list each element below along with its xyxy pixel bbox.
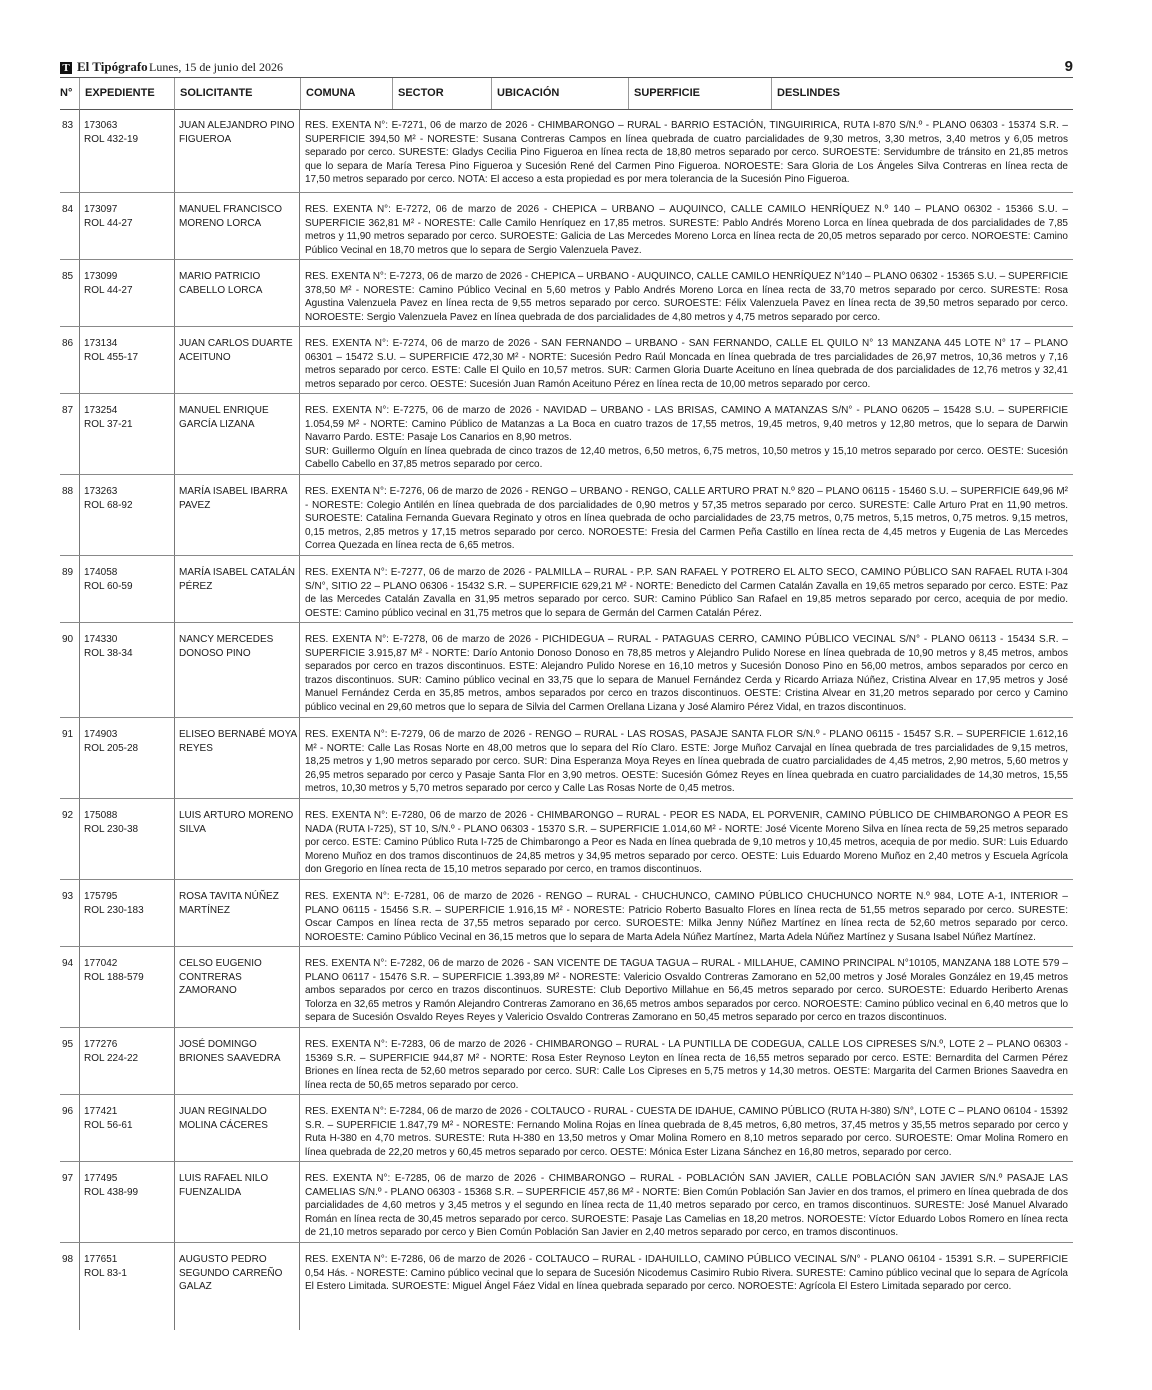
- table-row: [60, 880, 1073, 947]
- solicitante-cell: JUAN REGINALDO MOLINA CÁCERES: [179, 1106, 268, 1131]
- row-number: 90: [62, 634, 74, 645]
- rol-number: ROL 455-17: [84, 351, 139, 363]
- expediente-cell: [84, 270, 169, 297]
- expediente-cell: [84, 404, 169, 431]
- table-row: [60, 327, 1073, 394]
- description-cell: [305, 404, 1068, 472]
- description-cell: RES. EXENTA N°: E-7274, 06 de marzo de 2026 - SAN FERNANDO – URBANO - SAN FERNANDO, CALLE EL QUILO N° 13 MANZANA 445 LOTE N° 17 – PLANO 06301 – 15472 S.U. – SUPERFICIE 472,30 M² - NORTE: Sucesión Pedro Raúl Moncada en línea quebrada de tres parcialidades de 26,97 metros, 10,36 metros y 7,16 metros separado por cerco. ESTE: Calle El Quilo en 10,57 metros. SUR: Carmen Gloria Duarte Aceituno en línea quebrada de dos parcialidades de 12,76 metros y 32,41 metros separado por cerco. OESTE: Sucesión Juan Ramón Aceituno Pérez en línea recta de 10,00 metros separado por cerco.: [305, 338, 1068, 390]
- table-row: [60, 799, 1073, 880]
- expediente-number: 174058: [84, 567, 118, 578]
- description-paragraph: RES. EXENTA N°: E-7275, 06 de marzo de 2026 - NAVIDAD – URBANO - LAS BRISAS, CAMINO A MATANZAS S/N° - PLANO 06205 – 15428 S.U. – SUPERFICIE 1.054,59 M² - NORTE: Camino Público de Matanzas a La Boca en cuatro trazos de 17,55 metros, 19,45 metros, 9,40 metros y 12,80 metros, que lo separa de Darwin Navarro Pardo. ESTE: Pasaje Los Canarios en 8,90 metros.: [305, 405, 1068, 443]
- solicitante-cell: MARÍA ISABEL IBARRA PAVEZ: [179, 486, 288, 511]
- table-row: [60, 1028, 1073, 1095]
- row-number: 94: [62, 958, 74, 969]
- expediente-cell: [84, 809, 169, 836]
- table-row: [60, 1243, 1073, 1330]
- solicitante-cell: MANUEL ENRIQUE GARCÍA LIZANA: [179, 405, 269, 430]
- rol-number: ROL 438-99: [84, 1186, 139, 1198]
- expediente-cell: [84, 337, 169, 364]
- expediente-cell: [84, 633, 169, 660]
- rol-number: ROL 38-34: [84, 647, 133, 659]
- records-table: [60, 109, 1073, 1330]
- rol-number: ROL 432-19: [84, 133, 139, 145]
- solicitante-cell: LUIS ARTURO MORENO SILVA: [179, 810, 294, 835]
- description-cell: RES. EXENTA N°: E-7276, 06 de marzo de 2026 - RENGO – URBANO - RENGO, CALLE ARTURO PRAT N.º 820 – PLANO 06115 - 15460 S.U. – SUPERFICIE 649,96 M² - NORESTE: Colegio Antilén en línea quebrada de dos parcialidades de 0,90 metros y 57,35 metros separado por cerco. SURESTE: Calle Arturo Prat en 11,90 metros. SUROESTE: Catalina Fernanda Guevara Reginato y otros en línea quebrada de ocho parcialidades de 23,75 metros, 0,75 metros, 5,15 metros, 0,75 metros. 9,15 metros, 0,15 metros, 2,85 metros y 17,15 metros separado por cerco. NOROESTE: Fresia del Carmen Peña Castillo en línea recta de 4,45 metros y Eugenia de Las Mercedes Correa Quezada en línea recta de 6,65 metros.: [305, 486, 1068, 551]
- table-row: [60, 475, 1073, 556]
- expediente-cell: [84, 203, 169, 230]
- description-cell: RES. EXENTA N°: E-7285, 06 de marzo de 2026 - CHIMBARONGO – RURAL - POBLACIÓN SAN JAVIER, CALLE POBLACIÓN SAN JAVIER S/N.º PASAJE LAS CAMELIAS S/N.º - PLANO 06303 - 15368 S.R. – SUPERFICIE 457,86 M² - NORTE: Bien Común Población San Javier en dos tramos, el primero en línea quebrada de dos parcialidades de 4,60 metros y 3,45 metros y el segundo en línea recta de 11,40 metros separado por cerco, en tramos discontinuos. SURESTE: José Manuel Alvarado Román en línea recta de 30,45 metros separado por cerco. SUROESTE: Pasaje Las Camelias en 18,20 metros. NOROESTE: Víctor Eduardo Lobos Romero en línea recta de 21,10 metros separado por cerco y Bien Común Población San Javier en 2,40 metros separado por cerco, en tramos discontinuos.: [305, 1173, 1068, 1238]
- description-cell: RES. EXENTA N°: E-7273, 06 de marzo de 2026 - CHEPICA – URBANO - AUQUINCO, CALLE CAMILO HENRÍQUEZ N°140 – PLANO 06302 - 15365 S.U. – SUPERFICIE 378,50 M² - NORESTE: Camino Público Vecinal en 5,60 metros y Pablo Andrés Moreno Lorca en línea recta de 33,70 metros separado por cerco. SURESTE: Rosa Agustina Valenzuela Pavez en línea recta de 9,55 metros separado por cerco. SUROESTE: Félix Valenzuela Pavez en línea recta de 39,50 metros separado por cerco. NOROESTE: Sergio Valenzuela Pavez en línea quebrada de dos parcialidades de 4,80 metros y 4,75 metros separado por cerco.: [305, 271, 1068, 323]
- row-number: 92: [62, 810, 74, 821]
- description-cell: RES. EXENTA N°: E-7286, 06 de marzo de 2026 - COLTAUCO – RURAL - IDAHUILLO, CAMINO PÚBLICO VECINAL S/N° - PLANO 06104 - 15391 S.R. – SUPERFICIE 0,54 Hás. - NORESTE: Camino público vecinal que lo separa de Sucesión Nicodemus Casimiro Rubio Rivera. SURESTE: Camino público vecinal que lo separa de Agrícola El Estero Limitada. SUROESTE: Miguel Ángel Fáez Vidal en línea quebrada separado por cerco. NOROESTE: Agrícola El Estero Limitada separado por cerco.: [305, 1254, 1068, 1292]
- description-cell: RES. EXENTA N°: E-7283, 06 de marzo de 2026 - CHIMBARONGO – RURAL - LA PUNTILLA DE CODEGUA, CALLE LOS CIPRESES S/N.º, LOTE 2 – PLANO 06303 - 15369 S.R. – SUPERFICIE 944,87 M² - NORTE: Rosa Ester Reynoso Leyton en línea recta de 16,55 metros separado por cerco. ESTE: Bernardita del Carmen Pérez Briones en línea recta de 52,60 metros separado por cerco. SUR: Calle Los Cipreses en 5,75 metros y 14,30 metros. OESTE: Margarita del Carmen Briones Saavedra en línea recta de 50,65 metros separado por cerco.: [305, 1039, 1068, 1091]
- description-cell: RES. EXENTA N°: E-7277, 06 de marzo de 2026 - PALMILLA – RURAL - P.P. SAN RAFAEL Y POTRERO EL ALTO SECO, CAMINO PÚBLICO SAN RAFAEL RUTA I-304 S/N°, SITIO 22 – PLANO 06306 - 15432 S.R. – SUPERFICIE 629,21 M² - NORTE: Benedicto del Carmen Catalán Zavalla en 19,65 metros separado por cerco. ESTE: Paz de las Mercedes Catalán Zavalla en 31,95 metros separado por cerco. SUR: Camino Público San Rafael en 19,85 metros separado por cerco, acequia de por medio. OESTE: Camino público vecinal en 31,75 metros que lo separa de Germán del Carmen Catalán Pérez.: [305, 567, 1068, 619]
- expediente-cell: [84, 957, 169, 984]
- row-number: 96: [62, 1106, 74, 1117]
- rol-number: ROL 224-22: [84, 1052, 139, 1064]
- rol-number: ROL 44-27: [84, 217, 133, 229]
- rol-number: ROL 68-92: [84, 499, 133, 511]
- table-row: [60, 109, 1073, 193]
- description-paragraph: SUR: Guillermo Olguín en línea quebrada de cinco trazos de 12,40 metros, 6,50 metros, 6,75 metros, 10,50 metros y 15,10 metros separado por cerco. OESTE: Sucesión Cabello Cabello en 37,85 metros separado por cerco.: [305, 445, 1068, 470]
- rol-number: ROL 44-27: [84, 284, 133, 296]
- rol-number: ROL 56-61: [84, 1119, 133, 1131]
- masthead: [60, 58, 1073, 78]
- solicitante-cell: JUAN CARLOS DUARTE ACEITUNO: [179, 338, 293, 363]
- expediente-cell: [84, 1038, 169, 1065]
- row-number: 85: [62, 271, 74, 282]
- header-comuna: COMUNA: [300, 78, 392, 109]
- solicitante-cell: MARÍA ISABEL CATALÁN PÉREZ: [179, 567, 295, 592]
- row-number: 88: [62, 486, 74, 497]
- row-number: 86: [62, 338, 74, 349]
- solicitante-cell: CELSO EUGENIO CONTRERAS ZAMORANO: [179, 958, 262, 996]
- expediente-cell: [84, 728, 169, 755]
- header-deslindes: DESLINDES: [771, 78, 1073, 109]
- row-number: 95: [62, 1039, 74, 1050]
- table-row: [60, 193, 1073, 260]
- row-number: 87: [62, 405, 74, 416]
- row-number: 84: [62, 204, 74, 215]
- rol-number: ROL 230-183: [84, 904, 144, 916]
- description-cell: RES. EXENTA N°: E-7278, 06 de marzo de 2026 - PICHIDEGUA – RURAL - PATAGUAS CERRO, CAMINO PÚBLICO VECINAL S/N° - PLANO 06113 - 15434 S.R. – SUPERFICIE 3.915,87 M² - NORTE: Darío Antonio Donoso Donoso en 78,85 metros y Alejandro Pulido Norese en línea quebrada de 10,90 metros y 8,45 metros, ambos separados por cerco en trazos discontinuos. ESTE: Alejandro Pulido Norese en 16,10 metros y Sucesión Donoso Pino en 56,00 metros, ambos separados por cerco en trazos discontinuos. SUR: Camino público vecinal en 33,75 que lo separa de Manuel Fernández Cerda y Ricardo Arriaza Núñez, Cristina Alvear en 17,95 metros y José Manuel Fernández Cerda en 35,85 metros, ambos separados por cerco en trazos discontinuos. OESTE: Cristina Alvear en 31,20 metros separado por cerco y Camino público vecinal en 29,60 metros que lo separa de Silvia del Carmen Orellana Lizana y José Alamiro Pérez Vidal, en trazos discontinuos.: [305, 634, 1068, 713]
- rol-number: ROL 230-38: [84, 823, 139, 835]
- solicitante-cell: AUGUSTO PEDRO SEGUNDO CARREÑO GALAZ: [179, 1254, 283, 1292]
- solicitante-cell: ELISEO BERNABÉ MOYA REYES: [179, 729, 297, 754]
- expediente-cell: [84, 119, 169, 146]
- rol-number: ROL 60-59: [84, 580, 133, 592]
- row-number: 89: [62, 567, 74, 578]
- header-ubicacion: UBICACIÓN: [491, 78, 628, 109]
- table-row: [60, 947, 1073, 1028]
- expediente-number: 173134: [84, 338, 118, 349]
- expediente-number: 174903: [84, 729, 118, 740]
- solicitante-cell: JUAN ALEJANDRO PINO FIGUEROA: [179, 120, 295, 145]
- description-cell: RES. EXENTA N°: E-7281, 06 de marzo de 2026 - RENGO – RURAL - CHUCHUNCO, CAMINO PÚBLICO CHUCHUNCO NORTE N.º 984, LOTE A-1, INTERIOR – PLANO 06115 - 15456 S.R. – SUPERFICIE 1.916,15 M² - NORESTE: Patricio Roberto Basualto Flores en línea recta de 51,55 metros separado por cerco. SURESTE: Oscar Campos en línea recta de 37,55 metros separado por cerco. SUROESTE: Milka Jenny Núñez Martínez en línea recta de 52,60 metros separado por cerco. NOROESTE: Camino Público Vecinal en 36,15 metros que lo separa de Marta Adela Núñez Martínez, Marta Adela Núñez Martínez y Susana Isabel Núñez Martínez.: [305, 891, 1068, 943]
- expediente-number: 175088: [84, 810, 118, 821]
- expediente-cell: [84, 1172, 169, 1199]
- expediente-cell: [84, 1105, 169, 1132]
- rol-number: ROL 188-579: [84, 971, 144, 983]
- row-number: 97: [62, 1173, 74, 1184]
- expediente-cell: [84, 485, 169, 512]
- expediente-cell: [84, 566, 169, 593]
- expediente-number: 177651: [84, 1254, 118, 1265]
- table-row: [60, 1162, 1073, 1243]
- solicitante-cell: MANUEL FRANCISCO MORENO LORCA: [179, 204, 282, 229]
- header-solicitante: SOLICITANTE: [174, 78, 300, 109]
- newspaper-logo-icon: T: [60, 62, 72, 74]
- expediente-number: 177495: [84, 1173, 118, 1184]
- expediente-number: 173063: [84, 120, 118, 131]
- rol-number: ROL 83-1: [84, 1267, 127, 1279]
- description-cell: RES. EXENTA N°: E-7282, 06 de marzo de 2026 - SAN VICENTE DE TAGUA TAGUA – RURAL - MILLAHUE, CAMINO PRINCIPAL N°10105, MANZANA 188 LOTE 579 – PLANO 06117 - 15476 S.R. – SUPERFICIE 1.393,89 M² - NORESTE: Valericio Osvaldo Contreras Zamorano en 52,00 metros y José Morales González en 19,45 metros ambos separados por cerco en trazos discontinuos. SURESTE: Club Deportivo Millahue en 56,45 metros separado por cerco. SUROESTE: Eduardo Heriberto Arenas Tolorza en 32,65 metros y Ramón Alejandro Contreras Zamorano en 36,65 metros ambos separados por cerco. NOROESTE: Camino público vecinal en 6,40 metros que lo separa de Sucesión Osvaldo Reyes Reyes y Valericio Osvaldo Contreras Zamorano en 50,45 metros separado por cerco en trazos discontinuos.: [305, 958, 1068, 1023]
- expediente-number: 173099: [84, 271, 118, 282]
- table-row: [60, 556, 1073, 623]
- header-n: N°: [60, 87, 73, 99]
- expediente-number: 174330: [84, 634, 118, 645]
- expediente-number: 173263: [84, 486, 118, 497]
- expediente-number: 175795: [84, 891, 118, 902]
- description-cell: RES. EXENTA N°: E-7280, 06 de marzo de 2026 - CHIMBARONGO – RURAL - PEOR ES NADA, EL PORVENIR, CAMINO PÚBLICO DE CHIMBARONGO A PEOR ES NADA (RUTA I-725), ST 10, S/N.º - PLANO 06303 - 15370 S.R. – SUPERFICIE 1.014,60 M² - NORTE: José Vicente Moreno Silva en línea recta de 59,25 metros separado por cerco. ESTE: Camino Público Ruta I-725 de Chimbarongo a Peor es Nada en línea quebrada de 9,10 metros y 10,45 metros, acequia de por medio. SUR: Luis Eduardo Moreno Muñoz en dos tramos discontinuos de 24,85 metros y 34,95 metros separado por cerco. OESTE: Luis Eduardo Moreno Muñoz en 2,40 metros y Escuela Agrícola don Gregorio en línea recta de 15,10 metros separado por cerco, en tramos discontinuos.: [305, 810, 1068, 875]
- expediente-number: 173097: [84, 204, 118, 215]
- solicitante-cell: LUIS RAFAEL NILO FUENZALIDA: [179, 1173, 269, 1198]
- newspaper-name: El Tipógrafo: [77, 59, 148, 74]
- table-row: [60, 260, 1073, 327]
- table-row: [60, 394, 1073, 475]
- expediente-number: 177276: [84, 1039, 118, 1050]
- table-row: [60, 1095, 1073, 1162]
- expediente-cell: [84, 890, 169, 917]
- solicitante-cell: JOSÉ DOMINGO BRIONES SAAVEDRA: [179, 1039, 281, 1064]
- table-header: [60, 77, 1073, 110]
- expediente-number: 177042: [84, 958, 118, 969]
- row-number: 83: [62, 120, 74, 131]
- header-sector: SECTOR: [392, 78, 491, 109]
- expediente-number: 173254: [84, 405, 118, 416]
- description-cell: RES. EXENTA N°: E-7279, 06 de marzo de 2026 - RENGO – RURAL - LAS ROSAS, PASAJE SANTA FLOR S/N.º - PLANO 06115 - 15457 S.R. – SUPERFICIE 1.612,16 M² - NORTE: Calle Las Rosas Norte en 48,00 metros que lo separa del Río Claro. ESTE: Jorge Muñoz Carvajal en línea quebrada de tres parcialidades de 9,15 metros, 18,25 metros y 1,90 metros separado por cerco. SUR: Dina Esperanza Moya Reyes en línea quebrada de cuatro parcialidades de 4,45 metros, 2,90 metros, 5,60 metros y 26,95 metros separado por cerco y Pasaje Santa Flor en 3,90 metros. OESTE: Sucesión Gómez Reyes en línea quebrada en cuatro parcialidades de 14,30 metros, 15,55 metros, 10,30 metros y 5,70 metros separado por cerco y Calle Las Rosas Norte de 0,45 metros.: [305, 729, 1068, 794]
- header-superficie: SUPERFICIE: [628, 78, 771, 109]
- solicitante-cell: NANCY MERCEDES DONOSO PINO: [179, 634, 274, 659]
- solicitante-cell: MARIO PATRICIO CABELLO LORCA: [179, 271, 263, 296]
- rol-number: ROL 37-21: [84, 418, 133, 430]
- header-expediente: EXPEDIENTE: [79, 78, 174, 109]
- row-number: 91: [62, 729, 74, 740]
- description-cell: RES. EXENTA N°: E-7272, 06 de marzo de 2026 - CHEPICA – URBANO – AUQUINCO, CALLE CAMILO HENRÍQUEZ N.º 140 – PLANO 06302 - 15366 S.U. – SUPERFICIE 362,81 M² - NORESTE: Calle Camilo Henríquez en 17,85 metros. SURESTE: Pablo Andrés Moreno Lorca en línea quebrada de dos parcialidades de 7,85 metros y 11,90 metros separado por cerco. SUROESTE: Galicia de Las Mercedes Moreno Lorca en línea recta de 20,05 metros separado por cerco. NOROESTE: Camino Público Vecinal en 18,70 metros que lo separa de Sergio Valenzuela Pavez.: [305, 204, 1068, 256]
- description-cell: RES. EXENTA N°: E-7271, 06 de marzo de 2026 - CHIMBARONGO – RURAL - BARRIO ESTACIÓN, TINGUIRIRICA, RUTA I-870 S/N.º - PLANO 06303 - 15374 S.R. – SUPERFICIE 394,50 M² - NORESTE: Susana Contreras Campos en línea quebrada de cuatro parcialidades de 9,30 metros, 3,30 metros, 3,40 metros y 6,05 metros separado por cerco. SURESTE: Gladys Cecilia Pino Figueroa en línea recta de 18,80 metros separado por cerco. SUROESTE: Servidumbre de tránsito en 21,85 metros que lo separa de María Teresa Pino Figueroa y Sucesión René del Carmen Pino Figueroa. NOROESTE: Sara Gloria de Los Ángeles Silva Contreras en línea recta de 17,50 metros separado por cerco. NOTA: El acceso a esta propiedad es por mera tolerancia de la Sucesión Pino Figueroa.: [305, 120, 1068, 185]
- expediente-cell: [84, 1253, 169, 1280]
- description-cell: RES. EXENTA N°: E-7284, 06 de marzo de 2026 - COLTAUCO - RURAL - CUESTA DE IDAHUE, CAMINO PÚBLICO (RUTA H-380) S/N°, LOTE C – PLANO 06104 - 15392 S.R. – SUPERFICIE 1.847,79 M² - NORESTE: Fernando Molina Rojas en línea quebrada de 8,45 metros, 6,80 metros, 37,45 metros y 35,55 metros separado por cerco y Ruta H-380 en 4,70 metros. SURESTE: Ruta H-380 en 13,50 metros y Omar Molina Romero en 8,10 metros separado por cerco. SUROESTE: Omar Molina Romero en línea quebrada de 22,20 metros y 60,45 metros separado por cerco. OESTE: Mónica Ester Lizana Sánchez en 16,80 metros, separado por cerco.: [305, 1106, 1068, 1158]
- table-row: [60, 623, 1073, 718]
- row-number: 98: [62, 1254, 74, 1265]
- row-number: 93: [62, 891, 74, 902]
- solicitante-cell: ROSA TAVITA NÚÑEZ MARTÍNEZ: [179, 891, 279, 916]
- table-row: [60, 718, 1073, 799]
- rol-number: ROL 205-28: [84, 742, 139, 754]
- expediente-number: 177421: [84, 1106, 118, 1117]
- page-number: 9: [1064, 58, 1073, 75]
- issue-date: Lunes, 15 de junio del 2026: [149, 60, 283, 74]
